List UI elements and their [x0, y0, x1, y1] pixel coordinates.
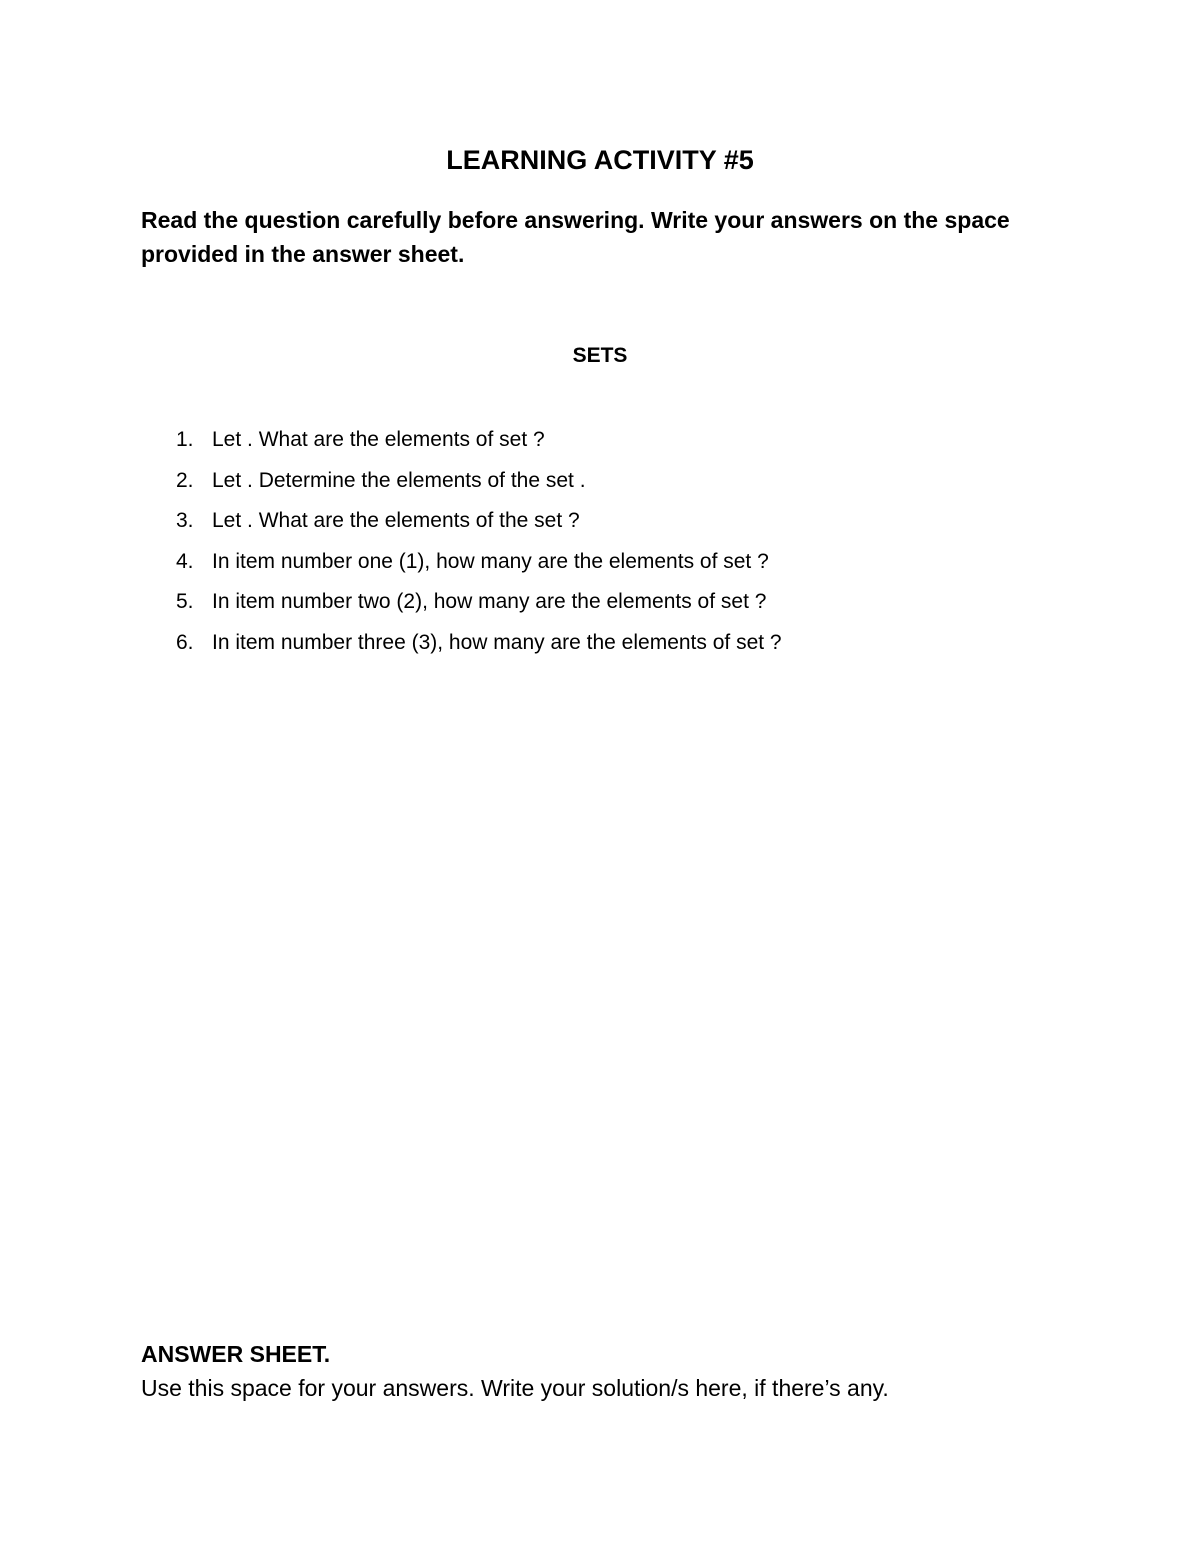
- question-item: [176, 623, 782, 664]
- question-number: 4.: [176, 549, 194, 573]
- section-title: SETS: [572, 344, 628, 367]
- question-item: [176, 542, 782, 583]
- question-list: [176, 420, 782, 664]
- question-text: In item number one (1), how many are the elements of set ?: [212, 549, 769, 573]
- question-item: [176, 461, 782, 502]
- question-number: 1.: [176, 428, 194, 451]
- question-text: In item number three (3), how many are the elements of set ?: [212, 630, 782, 654]
- question-number: 6.: [176, 630, 194, 654]
- question-item: [176, 420, 782, 461]
- question-number: 2.: [176, 468, 194, 492]
- question-item: [176, 501, 782, 542]
- question-number: 3.: [176, 509, 194, 533]
- question-item: [176, 582, 782, 623]
- page-title: LEARNING ACTIVITY #5: [446, 145, 754, 175]
- answer-sheet-heading: ANSWER SHEET.: [141, 1341, 331, 1367]
- question-number: 5.: [176, 590, 194, 614]
- answer-sheet-instructions: Use this space for your answers. Write your solution/s here, if there’s any.: [141, 1375, 889, 1401]
- question-text: Let . Determine the elements of the set .: [212, 468, 586, 492]
- instructions-text: Read the question carefully before answering. Write your answers on the space provided in the answer sheet.: [141, 207, 1010, 267]
- question-text: Let . What are the elements of the set ?: [212, 509, 580, 533]
- question-text: Let . What are the elements of set ?: [212, 428, 545, 451]
- question-text: In item number two (2), how many are the elements of set ?: [212, 590, 767, 614]
